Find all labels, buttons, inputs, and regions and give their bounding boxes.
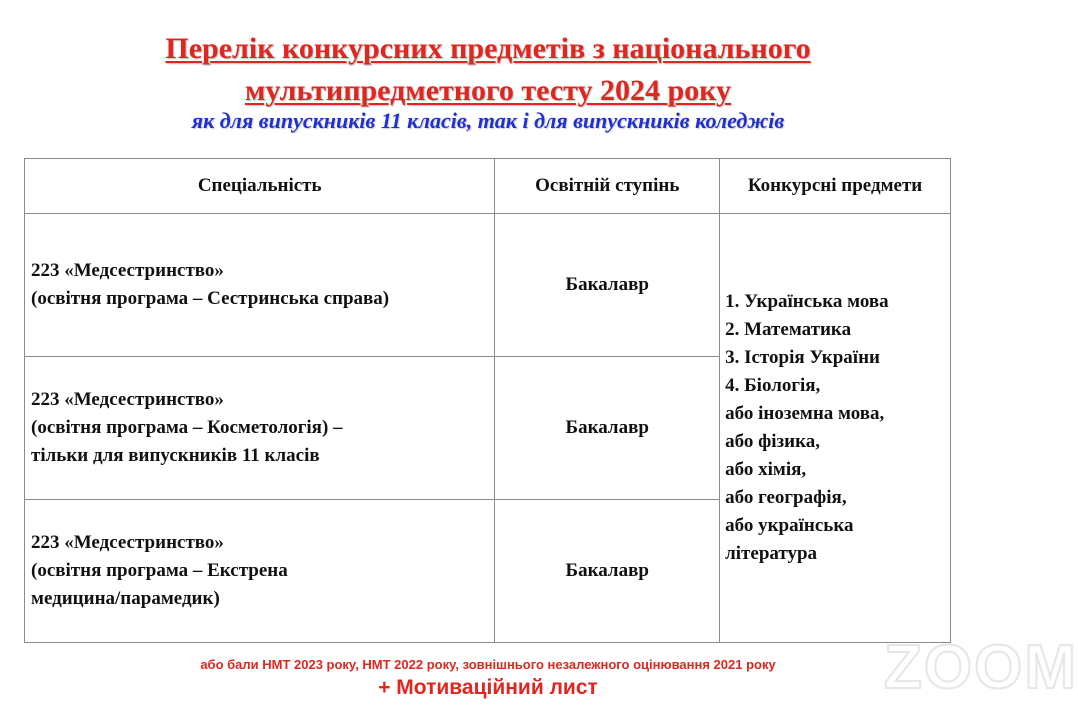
subject-item: або фізика, — [725, 431, 821, 452]
specialty-program-cont: медицина/парамедик) — [31, 588, 220, 609]
subject-item: або географія, — [725, 487, 847, 508]
subject-item: 4. Біологія, — [725, 375, 821, 396]
specialty-code: 223 «Медсестринство» — [31, 260, 224, 281]
zoom-watermark: ZOOM — [884, 633, 1078, 702]
footnote: або бали НМТ 2023 року, НМТ 2022 року, зовнішнього незалежного оцінювання 2021 року — [200, 657, 776, 672]
table-header-row — [25, 159, 951, 214]
subjects-table — [24, 158, 951, 643]
subject-item: або іноземна мова, — [725, 403, 885, 424]
title-line-1: Перелік конкурсних предметів з національного — [165, 32, 811, 65]
specialty-program: (освітня програма – Екстрена — [31, 560, 288, 581]
page-title — [0, 28, 976, 112]
specialty-cell — [25, 357, 495, 500]
specialty-code: 223 «Медсестринство» — [31, 389, 224, 410]
subject-item: 3. Історія України — [725, 347, 880, 368]
header-subjects: Конкурсні предмети — [720, 159, 951, 214]
specialty-note: тільки для випускників 11 класів — [31, 445, 320, 466]
subject-item: або українська — [725, 515, 854, 536]
specialty-program: (освітня програма – Сестринська справа) — [31, 288, 390, 309]
table-row — [25, 214, 951, 357]
degree-cell: Бакалавр — [495, 357, 720, 500]
degree-cell: Бакалавр — [495, 500, 720, 643]
title-line-2: мультипредметного тесту 2024 року — [244, 74, 732, 107]
motivation-letter-note: + Мотиваційний лист — [378, 676, 598, 699]
header-degree: Освітній ступінь — [495, 159, 720, 214]
header-specialty: Спеціальність — [25, 159, 495, 214]
subjects-cell — [720, 214, 951, 643]
subject-item: 2. Математика — [725, 319, 852, 340]
specialty-cell — [25, 500, 495, 643]
subject-item: 1. Українська мова — [725, 291, 889, 312]
page-subtitle: як для випускників 11 класів, так і для випускників коледжів — [191, 108, 785, 133]
specialty-code: 223 «Медсестринство» — [31, 532, 224, 553]
specialty-program: (освітня програма – Косметологія) – — [31, 417, 343, 438]
degree-cell: Бакалавр — [495, 214, 720, 357]
specialty-cell — [25, 214, 495, 357]
subject-item: література — [725, 543, 818, 564]
subject-item: або хімія, — [725, 459, 807, 480]
